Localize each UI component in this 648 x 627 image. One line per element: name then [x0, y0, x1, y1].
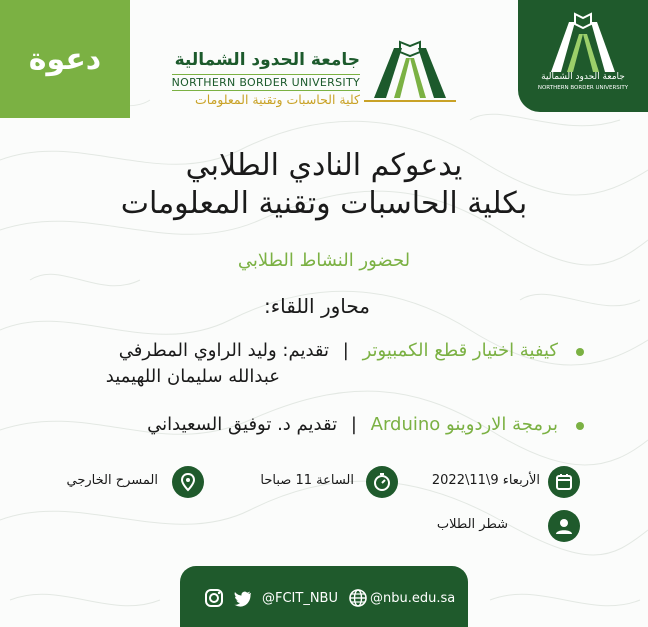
heading-line-1: يدعوكم النادي الطلابي — [185, 148, 463, 183]
agenda-item-1-separator: | — [342, 340, 349, 361]
location-pin-icon — [172, 466, 204, 498]
calendar-icon — [548, 466, 580, 498]
instagram-icon[interactable] — [204, 588, 224, 608]
event-audience: شطر الطلاب — [436, 517, 508, 532]
footer-bar — [180, 566, 468, 627]
twitter-icon[interactable] — [233, 588, 253, 608]
globe-icon[interactable] — [348, 588, 368, 608]
agenda-title: محاور اللقاء: — [263, 294, 370, 318]
agenda-bullet-2 — [576, 422, 584, 430]
university-name-en: NORTHERN BORDER UNIVERSITY — [171, 76, 360, 89]
agenda-bullet-1 — [576, 348, 584, 356]
stopwatch-icon — [366, 466, 398, 498]
website-link[interactable]: @nbu.edu.sa — [370, 591, 456, 606]
university-logo — [171, 20, 460, 112]
agenda-item-1-presenter: تقديم: وليد الراوي المطرفي — [118, 340, 330, 361]
corner-name-ar: جامعة الحدود الشمالية — [541, 72, 625, 82]
event-location: المسرح الخارجي — [66, 473, 158, 488]
agenda-item-2-presenter: تقديم د. توفيق السعيداني — [147, 414, 338, 435]
heading-line-2: بكلية الحاسبات وتقنية المعلومات — [120, 186, 528, 221]
event-time: الساعة 11 صباحا — [260, 473, 354, 488]
college-name-ar: كلية الحاسبات وتقنية المعلومات — [195, 92, 360, 107]
agenda-item-2-topic: برمجة الاردوينو Arduino — [370, 414, 558, 435]
agenda-item-2 — [147, 414, 558, 435]
invitation-badge: دعوة — [0, 0, 130, 118]
agenda-item-2-separator: | — [350, 414, 357, 435]
university-name-ar: جامعة الحدود الشمالية — [174, 50, 360, 70]
corner-name-en: NORTHERN BORDER UNIVERSITY — [537, 85, 629, 91]
agenda-item-1-topic: كيفية اختيار قطع الكمبيوتر — [362, 340, 558, 361]
agenda-item-1 — [119, 340, 558, 361]
corner-logo — [518, 0, 648, 112]
user-icon — [548, 510, 580, 542]
subtitle: لحضور النشاط الطلابي — [237, 250, 411, 271]
twitter-handle[interactable]: @FCIT_NBU — [262, 591, 338, 606]
university-emblem-icon — [364, 28, 456, 108]
agenda-item-1-presenter-2: عبدالله سليمان اللهيميد — [105, 366, 280, 387]
event-date: الأربعاء 9\11\2022 — [431, 473, 540, 488]
corner-emblem-icon — [537, 8, 629, 78]
